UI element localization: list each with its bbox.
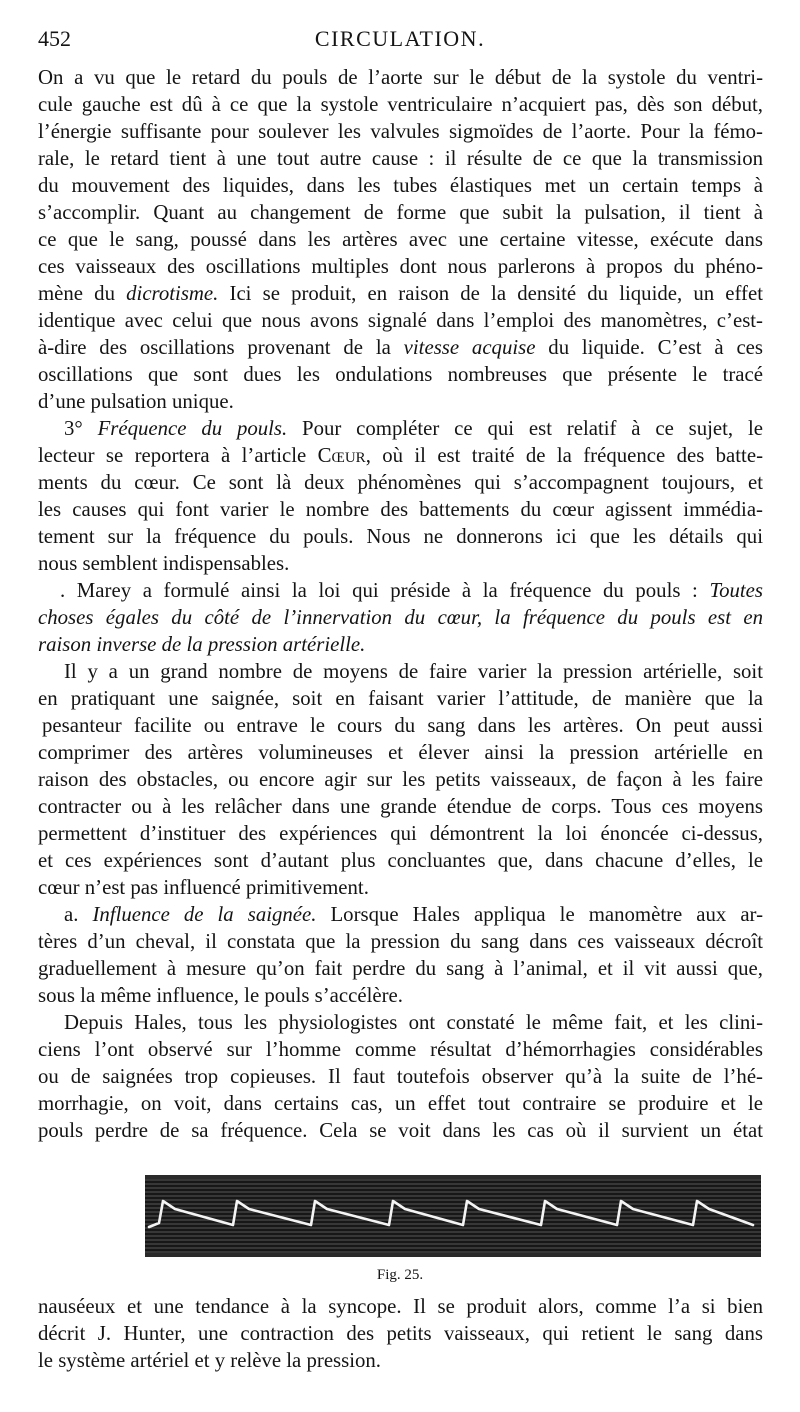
italic-term: vitesse acquise <box>403 336 536 359</box>
article-reference: Cœur <box>317 444 366 467</box>
text-line: ce que le sang, poussé dans les artères avec une certaine vitesse, exécute dans <box>38 228 763 251</box>
body-text <box>38 64 763 1144</box>
section-title: Influence de la saignée. <box>92 903 317 926</box>
text-line: s’accomplir. Quant au changement de forme que subit la pulsation, il tient à <box>38 201 763 224</box>
section-title: Fréquence du pouls. <box>97 417 288 440</box>
text-line: du mouvement des liquides, dans les tubes élastiques met un certain temps à <box>38 174 763 197</box>
italic-term: dicrotisme. <box>126 282 219 305</box>
pulse-tracing-image <box>145 1175 761 1257</box>
text-line: Il y a un grand nombre de moyens de faire varier la pression artérielle, soit <box>64 660 763 683</box>
text-line: tères d’un cheval, il constata que la pression du sang dans ces vaisseaux décroît <box>38 930 763 953</box>
text-line: d’une pulsation unique. <box>38 390 234 413</box>
text-line: . Marey a formulé ainsi la loi qui préside à la fréquence du pouls : Toutes <box>60 579 763 602</box>
text-line: le système artériel et y relève la pression. <box>38 1349 382 1372</box>
section-heading-line: a. Influence de la saignée. Lorsque Hales appliqua le manomètre aux ar- <box>64 903 763 926</box>
page-number: 452 <box>38 26 71 51</box>
text-line: l’énergie suffisante pour soulever les valvules sigmoïdes de l’aorte. Pour la fémo- <box>38 120 763 143</box>
text-line: pesanteur facilite ou entrave le cours du sang dans les artères. On peut aussi <box>42 714 763 737</box>
text-line: nauséeux et une tendance à la syncope. Il se produit alors, comme l’a si bien <box>38 1295 763 1318</box>
figure-caption: Fig. 25. <box>376 1267 424 1283</box>
text-line: ou de saignées trop copieuses. Il faut toutefois observer qu’à la suite de l’hé- <box>38 1065 763 1088</box>
text-line: raison des obstacles, ou encore agir sur les petits vaisseaux, de façon à les faire <box>38 768 763 791</box>
running-head <box>38 26 762 56</box>
text-line: les causes qui font varier le nombre des battements du cœur agissent immédia- <box>38 498 763 521</box>
text-line: tement sur la fréquence du pouls. Nous ne donnerons ici que les détails qui <box>38 525 763 548</box>
text-line: identique avec celui que nous avons signalé dans l’emploi des manomètres, c’est- <box>38 309 763 332</box>
text-line: lecteur se reportera à l’article Cœur, où il est traité de la fréquence des batte- <box>38 444 763 467</box>
text-line: cule gauche est dû à ce que la systole ventriculaire n’acquiert pas, dès son début, <box>38 93 763 116</box>
body-text-continued <box>38 1293 763 1374</box>
text-line: contracter ou à les relâcher dans une grande étendue de corps. Tous ces moyens <box>38 795 763 818</box>
text-line: et ces expériences sont d’autant plus concluantes que, dans chacune d’elles, le <box>38 849 763 872</box>
text-line: rale, le retard tient à une tout autre cause : il résulte de ce que la transmission <box>38 147 763 170</box>
law-statement-line: choses égales du côté de l’innervation du cœur, la fréquence du pouls est en <box>38 606 763 629</box>
text-line: en pratiquant une saignée, soit en faisant varier l’attitude, de manière que la <box>38 687 763 710</box>
text-line: mène du dicrotisme. Ici se produit, en raison de la densité du liquide, un effet <box>38 282 763 305</box>
text-line: Depuis Hales, tous les physiologistes ont constaté le même fait, et les clini- <box>64 1011 763 1034</box>
text-line: cœur n’est pas influencé primitivement. <box>38 876 369 899</box>
text-line: nous semblent indispensables. <box>38 552 290 575</box>
text-line: à-dire des oscillations provenant de la vitesse acquise du liquide. C’est à ces <box>38 336 764 359</box>
pulse-tracing-figure <box>145 1175 761 1257</box>
text-line: ments du cœur. Ce sont là deux phénomènes qui s’accompagnent toujours, et <box>38 471 763 494</box>
text-line: On a vu que le retard du pouls de l’aorte sur le début de la systole du ventri- <box>38 66 763 89</box>
text-line: décrit J. Hunter, une contraction des petits vaisseaux, qui retient le sang dans <box>38 1322 763 1345</box>
law-statement-line: raison inverse de la pression artérielle. <box>38 633 366 656</box>
text-line: sous la même influence, le pouls s’accélère. <box>38 984 403 1007</box>
text-line: ciens l’ont observé sur l’homme comme résultat d’hémorrhagies considérables <box>38 1038 763 1061</box>
text-line: comprimer des artères volumineuses et élever ainsi la pression artérielle en <box>38 741 763 764</box>
text-line: morrhagie, on voit, dans certains cas, un effet tout contraire se produire et le <box>38 1092 763 1115</box>
text-line: graduellement à mesure qu’on fait perdre du sang à l’animal, et il vit aussi que, <box>38 957 763 980</box>
text-line: permettent d’instituer des expériences qui démontrent la loi énoncée ci-dessus, <box>38 822 763 845</box>
text-line: ces vaisseaux des oscillations multiples dont nous parlerons à propos du phéno- <box>38 255 763 278</box>
text-line: oscillations que sont dues les ondulations nombreuses que présente le tracé <box>38 363 763 386</box>
text-line: pouls perdre de sa fréquence. Cela se voit dans les cas où il survient un état <box>38 1119 763 1142</box>
running-title: CIRCULATION. <box>314 26 486 51</box>
section-heading-line: 3° Fréquence du pouls. Pour compléter ce qui est relatif à ce sujet, le <box>64 417 763 440</box>
